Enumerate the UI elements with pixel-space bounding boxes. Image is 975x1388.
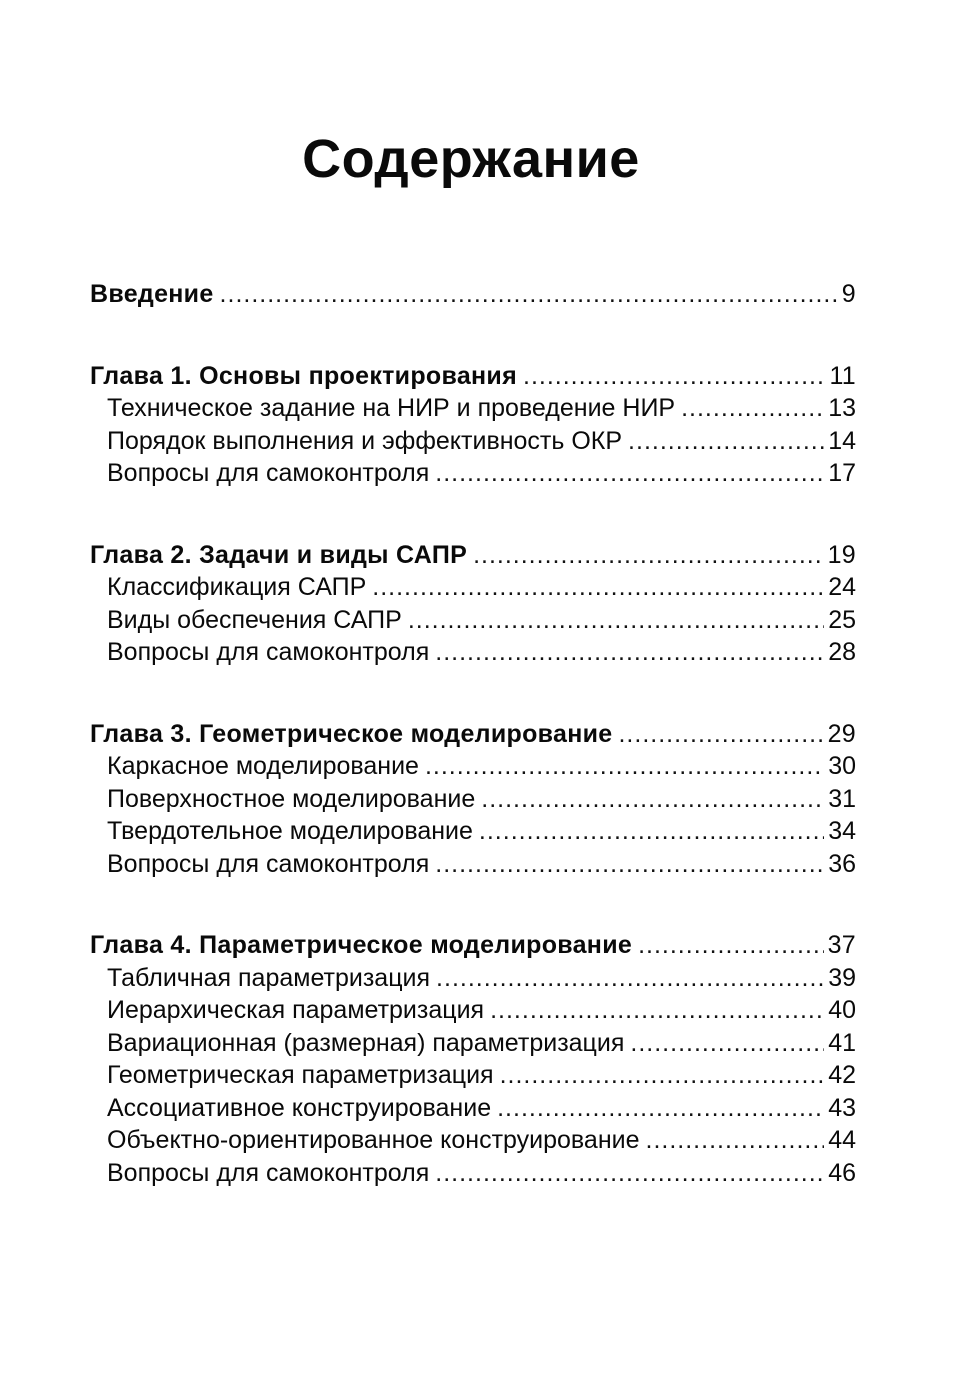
toc-section-label: Поверхностное моделирование — [107, 784, 476, 813]
toc-page-number: 13 — [828, 394, 856, 422]
toc-page-number: 30 — [828, 752, 856, 780]
toc-section-label: Объектно-ориентированное конструирование — [107, 1126, 640, 1154]
dot-leader — [630, 1027, 824, 1060]
dot-leader — [479, 815, 824, 848]
dot-leader — [408, 604, 824, 637]
dot-leader — [638, 929, 824, 962]
toc-page-number: 29 — [827, 719, 856, 748]
dot-leader — [481, 783, 824, 816]
toc-chapter-label: Глава 2. Задачи и виды САПР — [90, 540, 468, 569]
toc-section[interactable] — [90, 783, 856, 816]
toc-page-number: 14 — [828, 426, 856, 455]
toc-page-number: 25 — [828, 605, 856, 634]
toc-section-label: Твердотельное моделирование — [107, 817, 473, 845]
toc-section[interactable] — [90, 1157, 856, 1190]
toc-section[interactable] — [90, 848, 856, 881]
toc-page-number: 41 — [828, 1028, 856, 1057]
dot-leader — [681, 392, 824, 425]
dot-leader — [435, 1157, 824, 1190]
toc-chapter-4[interactable] — [90, 929, 856, 962]
toc-section[interactable] — [90, 604, 856, 637]
toc-chapter-2[interactable] — [90, 539, 856, 572]
toc-section-label: Вопросы для самоконтроля — [107, 459, 430, 487]
toc-section[interactable] — [90, 1124, 856, 1157]
toc-group-chapter-4 — [90, 929, 856, 1189]
toc-page-number: 37 — [827, 931, 856, 959]
toc-page-number: 46 — [828, 1158, 856, 1187]
dot-leader — [425, 750, 824, 783]
toc-section[interactable] — [90, 636, 856, 669]
toc-section[interactable] — [90, 1059, 856, 1092]
toc-entry-intro[interactable] — [90, 278, 856, 311]
dot-leader — [220, 278, 838, 311]
toc-section[interactable] — [90, 571, 856, 604]
dot-leader — [497, 1092, 824, 1125]
toc-section[interactable] — [90, 962, 856, 995]
toc-page-number: 31 — [828, 784, 856, 813]
dot-leader — [436, 962, 824, 995]
toc-section[interactable] — [90, 392, 856, 425]
dot-leader — [435, 636, 824, 669]
toc-chapter-1[interactable] — [90, 360, 856, 393]
toc-section-label: Иерархическая параметризация — [107, 996, 485, 1024]
toc-section[interactable] — [90, 457, 856, 490]
toc-section-label: Техническое задание на НИР и проведение НИР — [107, 394, 676, 422]
toc-page-number: 24 — [828, 573, 856, 601]
toc-page-number: 34 — [828, 817, 856, 845]
toc-group-chapter-2 — [90, 539, 856, 669]
dot-leader — [628, 425, 824, 458]
dot-leader — [500, 1059, 825, 1092]
dot-leader — [646, 1124, 825, 1157]
toc-page-number: 19 — [827, 540, 856, 569]
toc-group-intro — [90, 278, 856, 311]
dot-leader — [490, 994, 824, 1027]
toc-group-chapter-1 — [90, 360, 856, 490]
toc-page-number: 17 — [828, 459, 856, 487]
toc-chapter-label: Глава 3. Геометрическое моделирование — [90, 719, 613, 748]
toc-section[interactable] — [90, 815, 856, 848]
toc-section[interactable] — [90, 1027, 856, 1060]
toc-group-chapter-3 — [90, 718, 856, 881]
table-of-contents — [90, 278, 856, 1238]
toc-page-number: 42 — [828, 1061, 856, 1089]
toc-section-label: Классификация САПР — [107, 573, 367, 601]
page-title: Содержание — [302, 129, 640, 189]
toc-section-label: Табличная параметризация — [107, 963, 431, 992]
dot-leader — [473, 539, 824, 572]
toc-section-label: Вопросы для самоконтроля — [107, 1158, 430, 1187]
toc-section-label: Вопросы для самоконтроля — [107, 849, 430, 878]
toc-page-number: 40 — [828, 996, 856, 1024]
toc-section[interactable] — [90, 994, 856, 1027]
toc-entry-label: Введение — [90, 280, 214, 308]
toc-section[interactable] — [90, 425, 856, 458]
toc-section-label: Каркасное моделирование — [107, 752, 419, 780]
toc-page-number: 36 — [828, 849, 856, 878]
dot-leader — [523, 360, 825, 393]
toc-chapter-3[interactable] — [90, 718, 856, 751]
toc-section-label: Ассоциативное конструирование — [107, 1093, 492, 1122]
toc-page-number: 11 — [829, 361, 856, 390]
toc-section[interactable] — [90, 750, 856, 783]
dot-leader — [435, 457, 824, 490]
toc-section-label: Вопросы для самоконтроля — [107, 638, 430, 666]
dot-leader — [435, 848, 824, 881]
toc-section-label: Геометрическая параметризация — [107, 1061, 494, 1089]
toc-section[interactable] — [90, 1092, 856, 1125]
toc-section-label: Виды обеспечения САПР — [107, 605, 402, 634]
toc-page-number: 43 — [828, 1093, 856, 1122]
toc-page-number: 28 — [828, 638, 856, 666]
toc-page-number: 39 — [828, 963, 856, 992]
dot-leader — [372, 571, 824, 604]
toc-chapter-label: Глава 1. Основы проектирования — [90, 361, 517, 390]
toc-page-number: 9 — [841, 280, 856, 308]
toc-section-label: Порядок выполнения и эффективность ОКР — [107, 426, 623, 455]
toc-chapter-label: Глава 4. Параметрическое моделирование — [90, 931, 633, 959]
toc-page-number: 44 — [828, 1126, 856, 1154]
dot-leader — [618, 718, 823, 751]
toc-section-label: Вариационная (размерная) параметризация — [107, 1028, 625, 1057]
